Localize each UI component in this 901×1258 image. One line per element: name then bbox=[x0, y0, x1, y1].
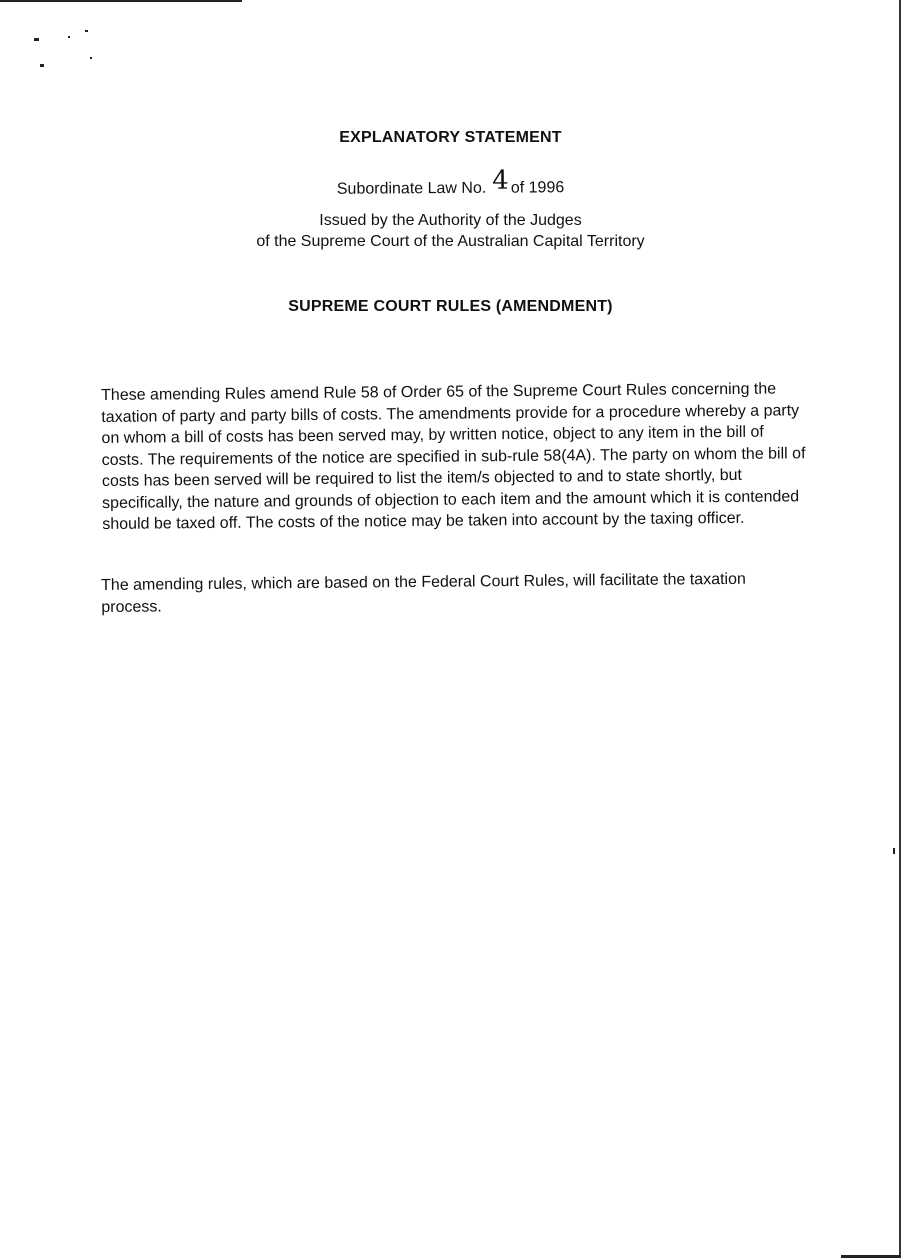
scan-speck bbox=[40, 64, 44, 67]
paragraph-text: These amending Rules amend Rule 58 of Order 65 of the Supreme Court Rules concerning the taxation of party and party bills of costs. The amendments provide for a procedure whereby a party on whom a bill of costs has been served may, by written notice, object to any item in the bill of costs. The requirements of the notice are specified in sub-rule 58(4A). The party on whom the bill of costs has been served will be required to list the item/s objected to and to state shortly, but specifically, the nature and grounds of objection to each item and the amount which it is contended should be taxed off. The costs of the notice may be taken into account by the taxing officer. bbox=[101, 380, 806, 533]
body-paragraph-1 bbox=[101, 378, 807, 535]
scan-speck bbox=[90, 57, 92, 59]
document-subheading: SUPREME COURT RULES (AMENDMENT) bbox=[288, 298, 613, 315]
scan-edge-top bbox=[0, 0, 242, 2]
issued-by-line-2: of the Supreme Court of the Australian Capital Territory bbox=[256, 233, 645, 250]
law-number-suffix: of 1996 bbox=[510, 179, 565, 197]
paragraph-text: The amending rules, which are based on the Federal Court Rules, will facilitate the taxation process. bbox=[101, 570, 746, 616]
scan-speck bbox=[85, 30, 88, 32]
issued-by-line-1: Issued by the Authority of the Judges bbox=[319, 212, 582, 229]
scan-speck bbox=[68, 36, 70, 38]
law-number-line bbox=[0, 165, 901, 201]
scan-speck bbox=[34, 38, 39, 41]
law-number-prefix: Subordinate Law No. bbox=[336, 179, 487, 198]
handwritten-law-number: 4 bbox=[492, 165, 509, 196]
document-heading: EXPLANATORY STATEMENT bbox=[339, 129, 562, 146]
body-paragraph-2 bbox=[101, 568, 806, 618]
scan-speck bbox=[893, 848, 895, 854]
